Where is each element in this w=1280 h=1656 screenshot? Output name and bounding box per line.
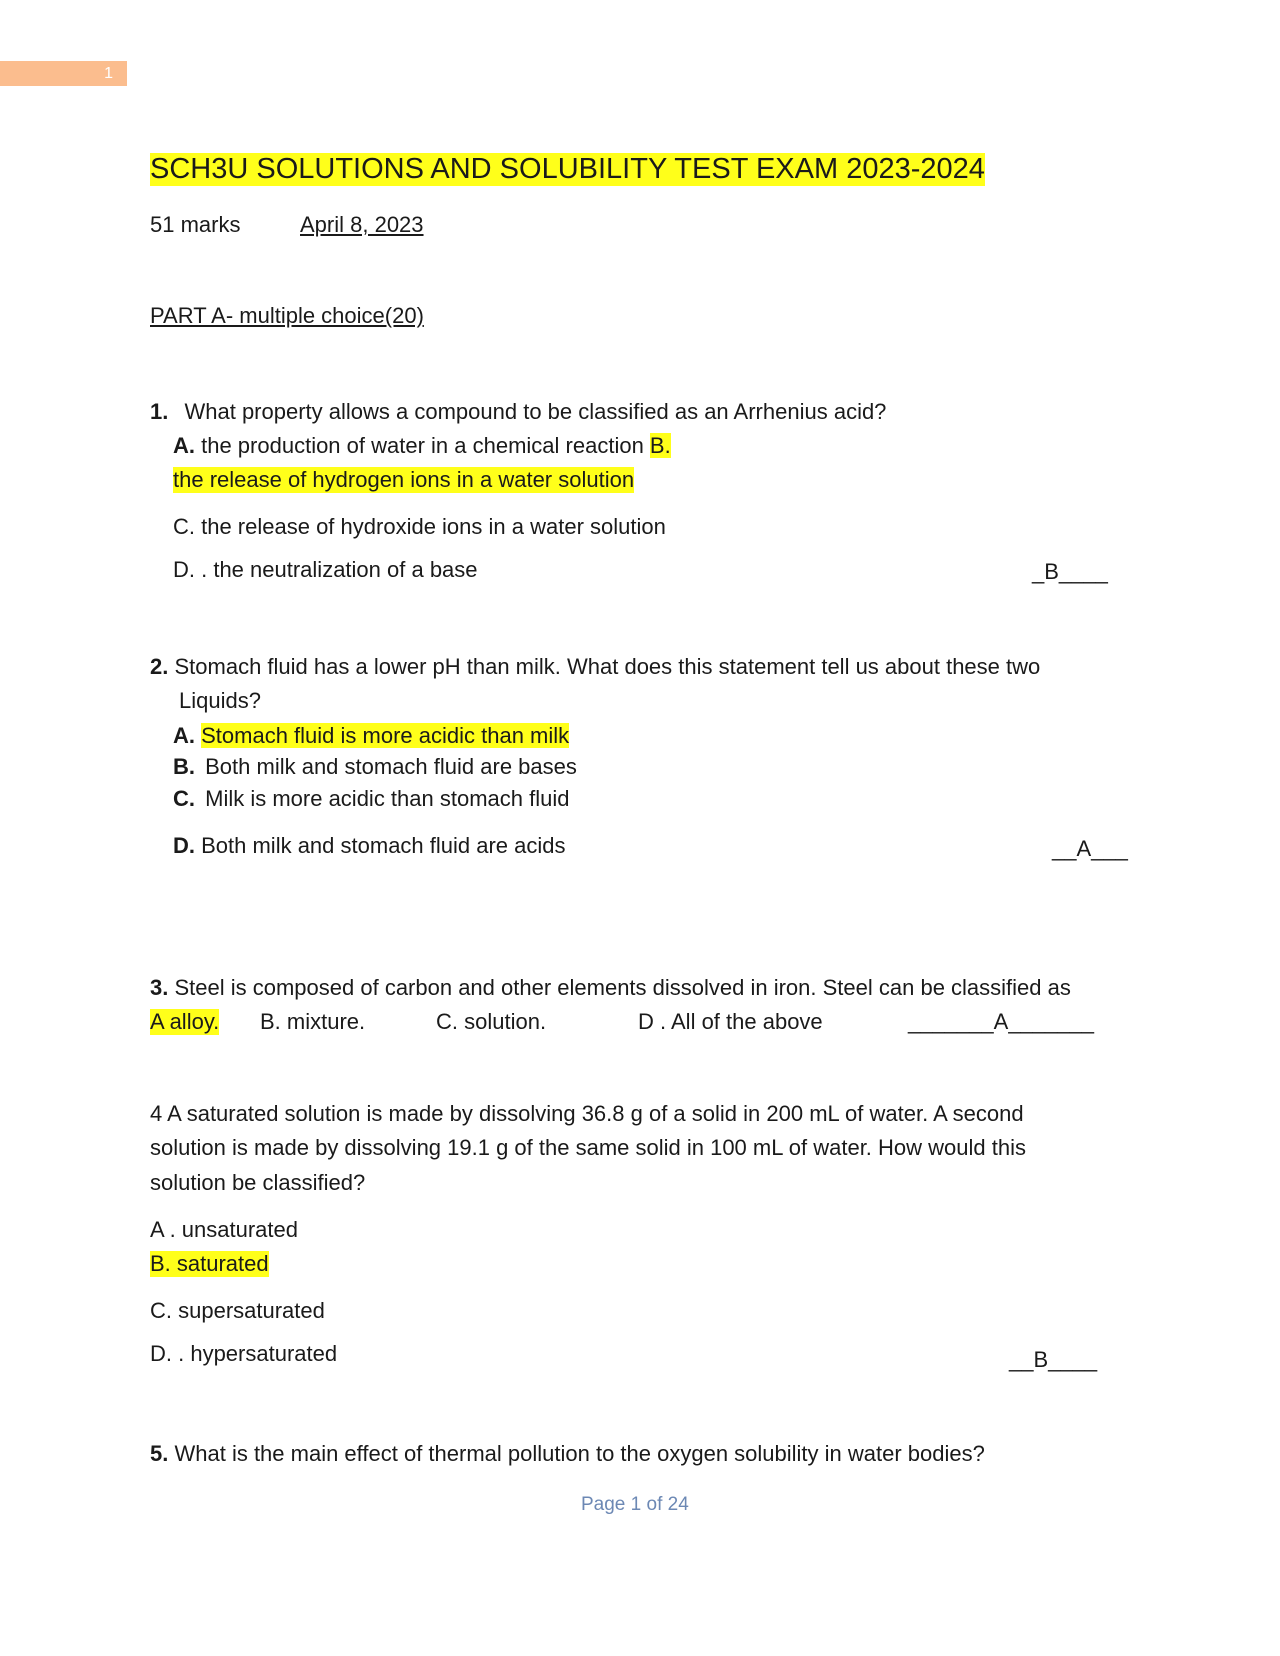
q2-option-d [173,833,566,859]
question-text: What property allows a compound to be classified as an Arrhenius acid? [184,399,887,424]
q4-option-c: C. supersaturated [150,1298,325,1323]
option-text: Both milk and stomach fluid are acids [195,833,566,858]
option-text: Stomach fluid is more acidic than milk [201,723,570,748]
q4-option-d: D. . hypersaturated [150,1341,338,1366]
option-label: C. [173,786,195,811]
option-text: Milk is more acidic than stomach fluid [205,786,570,811]
document-title: SCH3U SOLUTIONS AND SOLUBILITY TEST EXAM 2023-2024 [150,153,985,185]
q1-option-a [173,433,671,459]
question-number: 5. [150,1441,169,1466]
question-number: 2. [150,654,169,679]
option-label: A. [173,723,195,748]
option-label: B. [649,433,671,458]
q2-text-line2: Liquids? [179,688,261,713]
question-1 [150,399,886,425]
option-label: B. [173,754,195,779]
option-text: the production of water in a chemical reaction [195,433,650,458]
page-number-badge: 1 [0,61,127,86]
q1-answer: _B____ [1032,559,1108,584]
page-footer: Page 1 of 24 [581,1494,689,1515]
q2-option-b [173,754,577,780]
q4-option-a: A . unsaturated [150,1217,298,1242]
question-4-line3: solution be classified? [150,1170,366,1195]
q3-answer: _______A_______ [908,1009,1094,1034]
q4-option-b: B. saturated [150,1251,269,1276]
question-2 [150,654,1040,680]
q3-option-d: D . All of the above [638,1009,823,1034]
option-label: D. [173,833,195,858]
q1-option-c: C. the release of hydroxide ions in a water solution [173,514,666,539]
option-label: A. [173,433,195,458]
question-number: 3. [150,975,169,1000]
part-a-heading: PART A- multiple choice(20) [150,303,424,328]
question-text: Stomach fluid has a lower pH than milk. What does this statement tell us about these two [174,654,1041,679]
question-3 [150,975,1071,1001]
question-text: Steel is composed of carbon and other elements dissolved in iron. Steel can be classified as [174,975,1071,1000]
q3-option-a: A alloy. [150,1009,220,1034]
q3-option-c: C. solution. [436,1009,547,1034]
q4-answer: __B____ [1009,1347,1098,1372]
q1-option-d: D. . the neutralization of a base [173,557,478,582]
question-4-line1: 4 A saturated solution is made by dissolving 36.8 g of a solid in 200 mL of water. A second [150,1101,1024,1126]
question-text: What is the main effect of thermal pollution to the oxygen solubility in water bodies? [174,1441,985,1466]
q3-option-b: B. mixture. [260,1009,366,1034]
question-number: 1. [150,399,169,424]
q2-answer: __A___ [1052,836,1128,861]
exam-date: April 8, 2023 [300,212,424,237]
q1-option-b-text: the release of hydrogen ions in a water solution [173,467,635,492]
question-4-line2: solution is made by dissolving 19.1 g of the same solid in 100 mL of water. How would this [150,1135,1026,1160]
question-5 [150,1441,985,1467]
marks-label: 51 marks [150,212,241,237]
q2-option-c [173,786,569,812]
q2-option-a [173,723,569,749]
option-text: Both milk and stomach fluid are bases [205,754,577,779]
